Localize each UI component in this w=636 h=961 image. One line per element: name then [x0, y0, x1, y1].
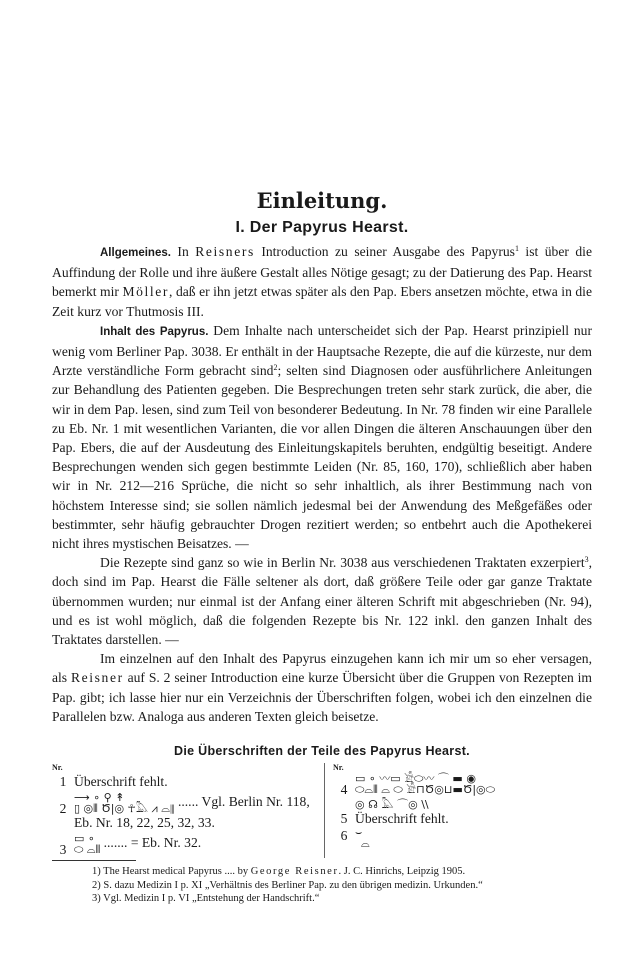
entry-number: 6	[340, 828, 348, 844]
hieroglyphs-top: ⟶ ∘ ⚲ ↟	[74, 791, 125, 805]
hieroglyphs-bottom: ⌓	[361, 837, 370, 851]
column-header-nr: Nr.	[333, 763, 344, 773]
author-name: George Reisner	[250, 866, 339, 878]
footnotes	[52, 865, 592, 906]
text: Die Rezepte sind ganz so wie in Berlin Nr. 3038 aus verschiedenen Traktaten exzerpiert	[100, 555, 585, 571]
entry-body	[74, 833, 324, 858]
entry-body	[355, 773, 588, 810]
runin-heading: Inhalt des Papyrus.	[100, 325, 209, 338]
headings-table	[52, 763, 592, 858]
footnote-number: 2)	[92, 879, 101, 891]
table-column-right	[324, 763, 588, 858]
hieroglyphs-top: ▭ ∘ 〰▭ 𓀀⬭〰 ⌒ ▬ ◉	[355, 772, 476, 786]
table-column-left	[52, 763, 324, 858]
hieroglyphs-top: ▭ ∘	[74, 832, 95, 846]
table-row	[52, 833, 324, 858]
footnote-text: The Hearst medical Papyrus .... by	[100, 866, 251, 878]
column-header-nr: Nr.	[52, 763, 63, 773]
entry-number: 5	[340, 811, 348, 827]
text: ist über die Auffindung der Rolle und ihre äußere Gestalt alles Nötige gesagt; zu der Datierung des Pap. Hearst bemerkt mir	[52, 244, 592, 300]
table-row	[52, 773, 324, 790]
hieroglyphs-bottom: ⬭ ⌓⫴	[74, 843, 101, 857]
text: Dem Inhalte nach unterscheidet sich der Pap. Hearst prinzipiell nur wenig vom Berliner Pap. 3038. Er enthält in der Hauptsache Rezepte, die auf die kürzeste, nur dem Arzte verständliche Form gebracht sind	[52, 322, 593, 379]
footnote-number: 3)	[92, 893, 101, 905]
text: Im einzelnen auf den Inhalt des Papyrus einzugehen kann ich mir um so eher versagen, als	[52, 651, 592, 686]
footnote-text: Vgl. Medizin I p. VI „Entstehung der Handschrift.“	[100, 893, 320, 905]
text: , doch sind im Pap. Hearst die Fälle seltener als dort, daß größere Teile oder gar ganze Traktate übernommen wurden; nur einmal ist der Anfang einer älteren Schrift mit abgeschrieben (Nr. 94), und es ist wohl möglich, daß die folgenden Rezepte bis Nr. 122 inkl. den ganzen Inhalt des Traktates darstellen. —	[52, 555, 592, 648]
paragraph-allgemeines	[52, 242, 592, 321]
hieroglyph-group	[74, 833, 100, 855]
hieroglyphs-top: ⌣	[355, 826, 363, 840]
entry-text: Überschrift fehlt.	[355, 811, 449, 827]
author-name: Reisner	[70, 670, 124, 686]
paragraph-einzelnen	[52, 649, 592, 726]
entry-number: 4	[340, 782, 348, 798]
document-page	[52, 188, 592, 906]
footnote-text: S. dazu Medizin I p. XI „Verhältnis des Berliner Pap. zu den übrigen medizin. Urkunden.“	[100, 879, 483, 891]
footnote-divider	[52, 860, 136, 861]
entry-text: Überschrift fehlt.	[74, 774, 168, 790]
table-title: Die Überschriften der Teile des Papyrus Hearst.	[174, 744, 470, 759]
entry-body	[355, 827, 588, 849]
paragraph-inhalt	[52, 321, 592, 553]
section-heading: I. Der Papyrus Hearst.	[235, 219, 409, 236]
text: In	[170, 244, 196, 259]
table-row	[333, 827, 588, 849]
hieroglyphs-bottom: ▯ ◎⫴ Ծ|◎ ☥𓅓 ⩘ ⌓⫴	[74, 802, 175, 816]
footnote	[92, 865, 592, 879]
author-name: Möller	[122, 284, 170, 300]
hieroglyph-group	[355, 773, 495, 810]
author-name: Reisners	[195, 244, 255, 259]
footnote-ref: 2	[273, 363, 278, 373]
text: , daß er ihn jetzt etwas später als den Pap. Ebers ansetzen möchte, etwa in die Zeit kurz vor Thutmosis III.	[52, 284, 592, 319]
footnote	[92, 879, 592, 893]
hieroglyphs-bottom: ⬭⌓⫴ ⌓ ⬭ 𓀀⊓Ծ◎⊔▬Ծ|◎⬭	[355, 783, 496, 797]
page-title: Einleitung.	[256, 188, 388, 213]
footnote-number: 1)	[92, 866, 101, 878]
footnote-ref: 1	[514, 244, 519, 253]
entry-text: ....... = Eb. Nr. 32.	[103, 835, 202, 851]
hieroglyph-group	[355, 827, 370, 849]
text: ; selten sind Diagnosen oder ausführlichere Anleitungen zur Behandlung des Patienten gegeben. Die Besprechungen treten sehr stark zurück, die aber, die wir in dem Pap. lesen, sind zum Teil von besonderer Bedeutung. In Nr. 78 finden wir eine Parallele zu Eb. Nr. 1 mit wesentlichen Varianten, die vor allen Dingen die älteren Anschauungen über den Pap. Ebers, die auf der Ausdeutung des Einleitungskapitels beruhten, endgültig beseitigt. Andere Besprechungen wenden sich gegen bestimmte Leiden (Nr. 85, 160, 170), schließlich aber haben wir in Nr. 212—216 Sprüche, die nicht so sehr inhaltlich, als ihrer Bestimmung nach von höchstem Interesse sind; sie sollen nämlich jedesmal bei der Anwendung des Meßgefäßes oder bestimmter, sehr häufig gebrauchter Drogen rezitiert werden; so entbehrt auch die Apothekerei nicht ihres mystischen Beisatzes. —	[52, 363, 592, 552]
entry-text: ...... Vgl. Berlin Nr. 118, Eb. Nr. 18, 22, 25, 32, 33.	[74, 794, 310, 831]
entry-number: 1	[59, 774, 67, 790]
entry-number: 3	[59, 842, 67, 858]
text: Introduction zu seiner Ausgabe des Papyrus	[254, 244, 515, 259]
table-row	[333, 773, 588, 810]
text: auf S. 2 seiner Introduction eine kurze Übersicht über die Gruppen von Rezepten im Pap. gibt; ich lasse hier nur ein Verzeichnis der Überschriften folgen, wobei ich den einzelnen die Parallelen bzw. Analoga aus anderen Texten gleich beisetze.	[52, 670, 593, 724]
table-row	[333, 810, 588, 827]
runin-heading: Allgemeines.	[100, 247, 171, 259]
entry-body	[74, 792, 324, 831]
hieroglyph-group	[74, 792, 175, 814]
footnote-text: . J. C. Hinrichs, Leipzig 1905.	[338, 866, 466, 878]
paragraph-rezepte	[52, 553, 592, 649]
footnote-ref: 3	[584, 555, 589, 565]
entry-number: 2	[59, 801, 67, 817]
hieroglyphs-line3: ◎ ☊ 𓅓 ⌒◎ \\	[355, 798, 429, 812]
footnote	[92, 892, 592, 906]
table-row	[52, 792, 324, 831]
